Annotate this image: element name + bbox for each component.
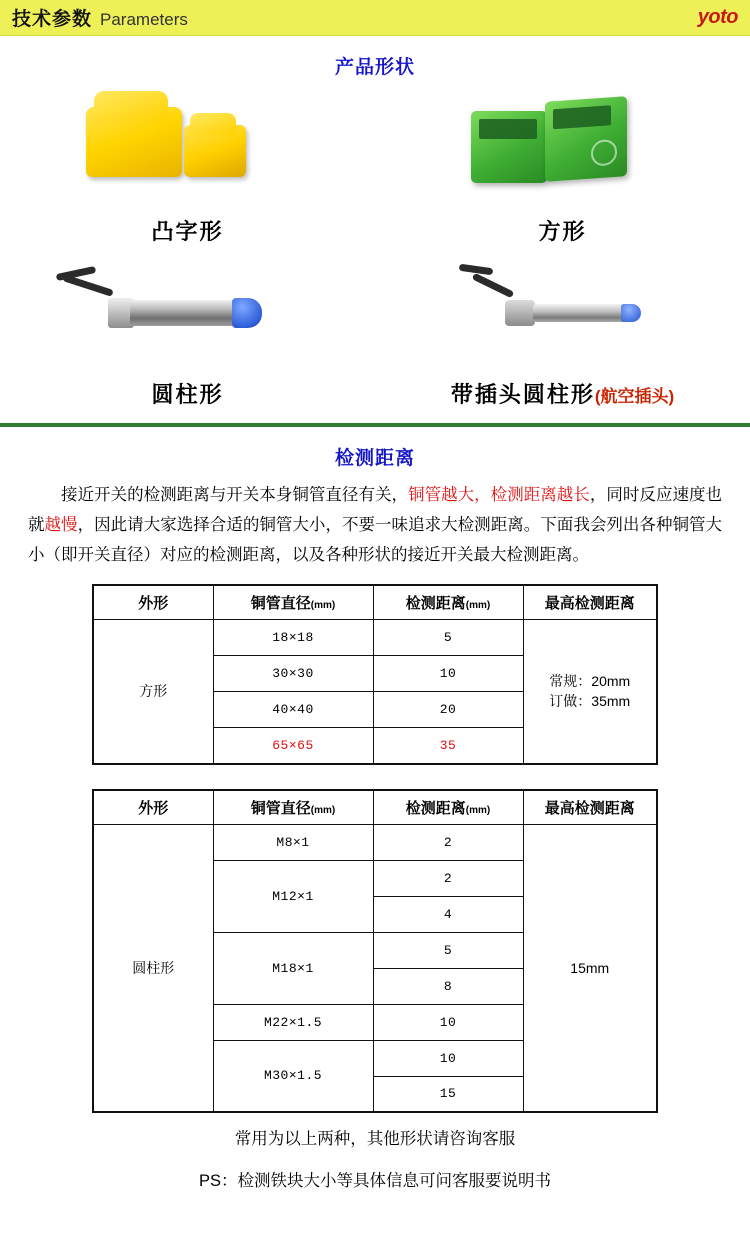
shape-label-plug-cylinder-sub: (航空插头) — [594, 387, 675, 406]
cylinder-table-body — [93, 824, 657, 1112]
col-diameter-header — [213, 790, 373, 825]
col-diameter-header — [213, 585, 373, 620]
cell-max-distance-cylinder: 15mm — [523, 824, 657, 1112]
cell-diameter: M18×1 — [213, 932, 373, 1004]
cell-diameter: M22×1.5 — [213, 1004, 373, 1040]
cylindrical-sensor-image — [38, 252, 338, 372]
distance-description — [0, 480, 750, 570]
aviation-plug — [505, 300, 535, 326]
plug-cylindrical-sensor-image — [413, 252, 713, 372]
shape-label-plug-cylinder-text: 带插头圆柱形 — [450, 382, 595, 407]
cylinder-body — [130, 300, 234, 326]
square-sensor-image — [413, 89, 713, 209]
cell-distance: 5 — [373, 620, 523, 656]
cell-shape-square: 方形 — [93, 620, 213, 764]
detection-distance-section — [0, 427, 750, 1203]
square-sticker — [479, 119, 537, 139]
max-distance-custom: 订做：35mm — [549, 693, 631, 710]
cell-diameter: M30×1.5 — [213, 1040, 373, 1112]
plug-cable-lower — [471, 273, 514, 299]
table-header-row — [93, 790, 657, 825]
square-table-head — [93, 585, 657, 620]
shape-label-convex — [151, 215, 223, 246]
cell-distance: 10 — [373, 1004, 523, 1040]
cylinder-table-head — [93, 790, 657, 825]
shape-label-convex-text: 凸字形 — [151, 219, 224, 244]
cell-diameter: M12×1 — [213, 860, 373, 932]
shape-item-plug-cylinder — [375, 252, 750, 409]
cell-diameter: 18×18 — [213, 620, 373, 656]
table-spacer — [0, 765, 750, 775]
convex-body-small — [184, 125, 246, 177]
square-body-back — [545, 96, 627, 182]
shapes-grid — [0, 89, 750, 409]
table-row — [93, 620, 657, 656]
desc-part-1: 接近开关的检测距离与开关本身铜管直径有关， — [61, 486, 409, 504]
cell-distance: 5 — [373, 932, 523, 968]
shape-item-square — [375, 89, 750, 246]
cell-distance: 2 — [373, 860, 523, 896]
cell-diameter: M8×1 — [213, 824, 373, 860]
square-spec-table — [92, 584, 658, 765]
cell-distance: 4 — [373, 896, 523, 932]
footer-note-1: 常用为以上两种，其他形状请咨询客服 — [234, 1130, 516, 1148]
shape-label-cylinder-text: 圆柱形 — [151, 382, 224, 407]
desc-highlight-2: 越慢 — [44, 516, 78, 534]
cell-diameter: 30×30 — [213, 656, 373, 692]
col-shape-header-text: 外形 — [138, 799, 169, 817]
col-distance-header-unit: (mm) — [465, 804, 491, 816]
cell-max-distance-square — [523, 620, 657, 764]
shapes-section-title: 产品形状 — [334, 57, 415, 78]
col-shape-header — [93, 790, 213, 825]
shape-label-plug-cylinder — [451, 378, 674, 409]
shape-label-cylinder — [151, 378, 223, 409]
cell-distance: 2 — [373, 824, 523, 860]
col-distance-header-unit: (mm) — [465, 600, 491, 611]
desc-part-2: ，同时反应速度也就 — [28, 486, 723, 534]
square-sticker-2 — [553, 105, 611, 129]
col-diameter-header-unit: (mm) — [310, 600, 336, 611]
header-title-group — [12, 4, 188, 31]
col-shape-header — [93, 585, 213, 620]
cylinder-sensing-tip — [232, 298, 262, 328]
col-distance-header — [373, 585, 523, 620]
col-diameter-header-text: 铜管直径 — [250, 595, 311, 612]
col-diameter-header-text: 铜管直径 — [250, 799, 311, 817]
footer-note-2: PS：检测铁块大小等具体信息可问客服要说明书 — [198, 1172, 551, 1190]
col-max-distance-header — [523, 585, 657, 620]
cell-distance-highlight: 35 — [373, 728, 523, 764]
table-row — [93, 824, 657, 860]
col-diameter-header-unit: (mm) — [310, 804, 336, 816]
page-title-en: Parameters — [100, 10, 188, 29]
page-title-cn: 技术参数 — [12, 9, 93, 30]
desc-part-3: ，因此请大家选择合适的铜管大小，不要一味追求大检测距离。下面我会列出各种铜管大小（即开关直径）对应的检测距离，以及各种形状的接近开关最大检测距离。 — [28, 516, 723, 564]
col-max-distance-header-text: 最高检测距离 — [544, 799, 635, 817]
col-max-distance-header-text: 最高检测距离 — [544, 595, 635, 612]
distance-section-title: 检测距离 — [334, 448, 415, 469]
cylinder-spec-table — [92, 789, 658, 1114]
table-header-row — [93, 585, 657, 620]
shape-item-cylinder — [0, 252, 375, 409]
col-shape-header-text: 外形 — [138, 595, 169, 612]
col-max-distance-header — [523, 790, 657, 825]
cell-distance: 8 — [373, 968, 523, 1004]
shape-label-square-text: 方形 — [538, 219, 587, 244]
convex-body-large — [86, 107, 182, 177]
cell-distance: 10 — [373, 1040, 523, 1076]
cell-shape-cylinder: 圆柱形 — [93, 824, 213, 1112]
cell-distance: 10 — [373, 656, 523, 692]
cell-distance: 20 — [373, 692, 523, 728]
product-shapes-section — [0, 36, 750, 427]
plug-cylinder-tip — [621, 304, 641, 322]
col-distance-header-text: 检测距离 — [405, 595, 466, 612]
desc-highlight-1: 铜管越大，检测距离越长 — [408, 486, 590, 504]
shape-item-convex — [0, 89, 375, 246]
col-distance-header — [373, 790, 523, 825]
page-header — [0, 0, 750, 36]
square-table-body — [93, 620, 657, 764]
cell-diameter-highlight: 65×65 — [213, 728, 373, 764]
cable-segment-lower — [62, 274, 114, 297]
col-distance-header-text: 检测距离 — [405, 799, 466, 817]
cell-diameter: 40×40 — [213, 692, 373, 728]
cell-distance: 15 — [373, 1076, 523, 1112]
max-distance-standard: 常规：20mm — [549, 673, 631, 690]
square-body-front — [471, 111, 547, 183]
brand-logo: yoto — [697, 6, 738, 28]
convex-sensor-image — [38, 89, 338, 209]
plug-cylinder-body — [533, 304, 625, 322]
shape-label-square — [538, 215, 586, 246]
sensing-circle-icon — [591, 139, 617, 167]
